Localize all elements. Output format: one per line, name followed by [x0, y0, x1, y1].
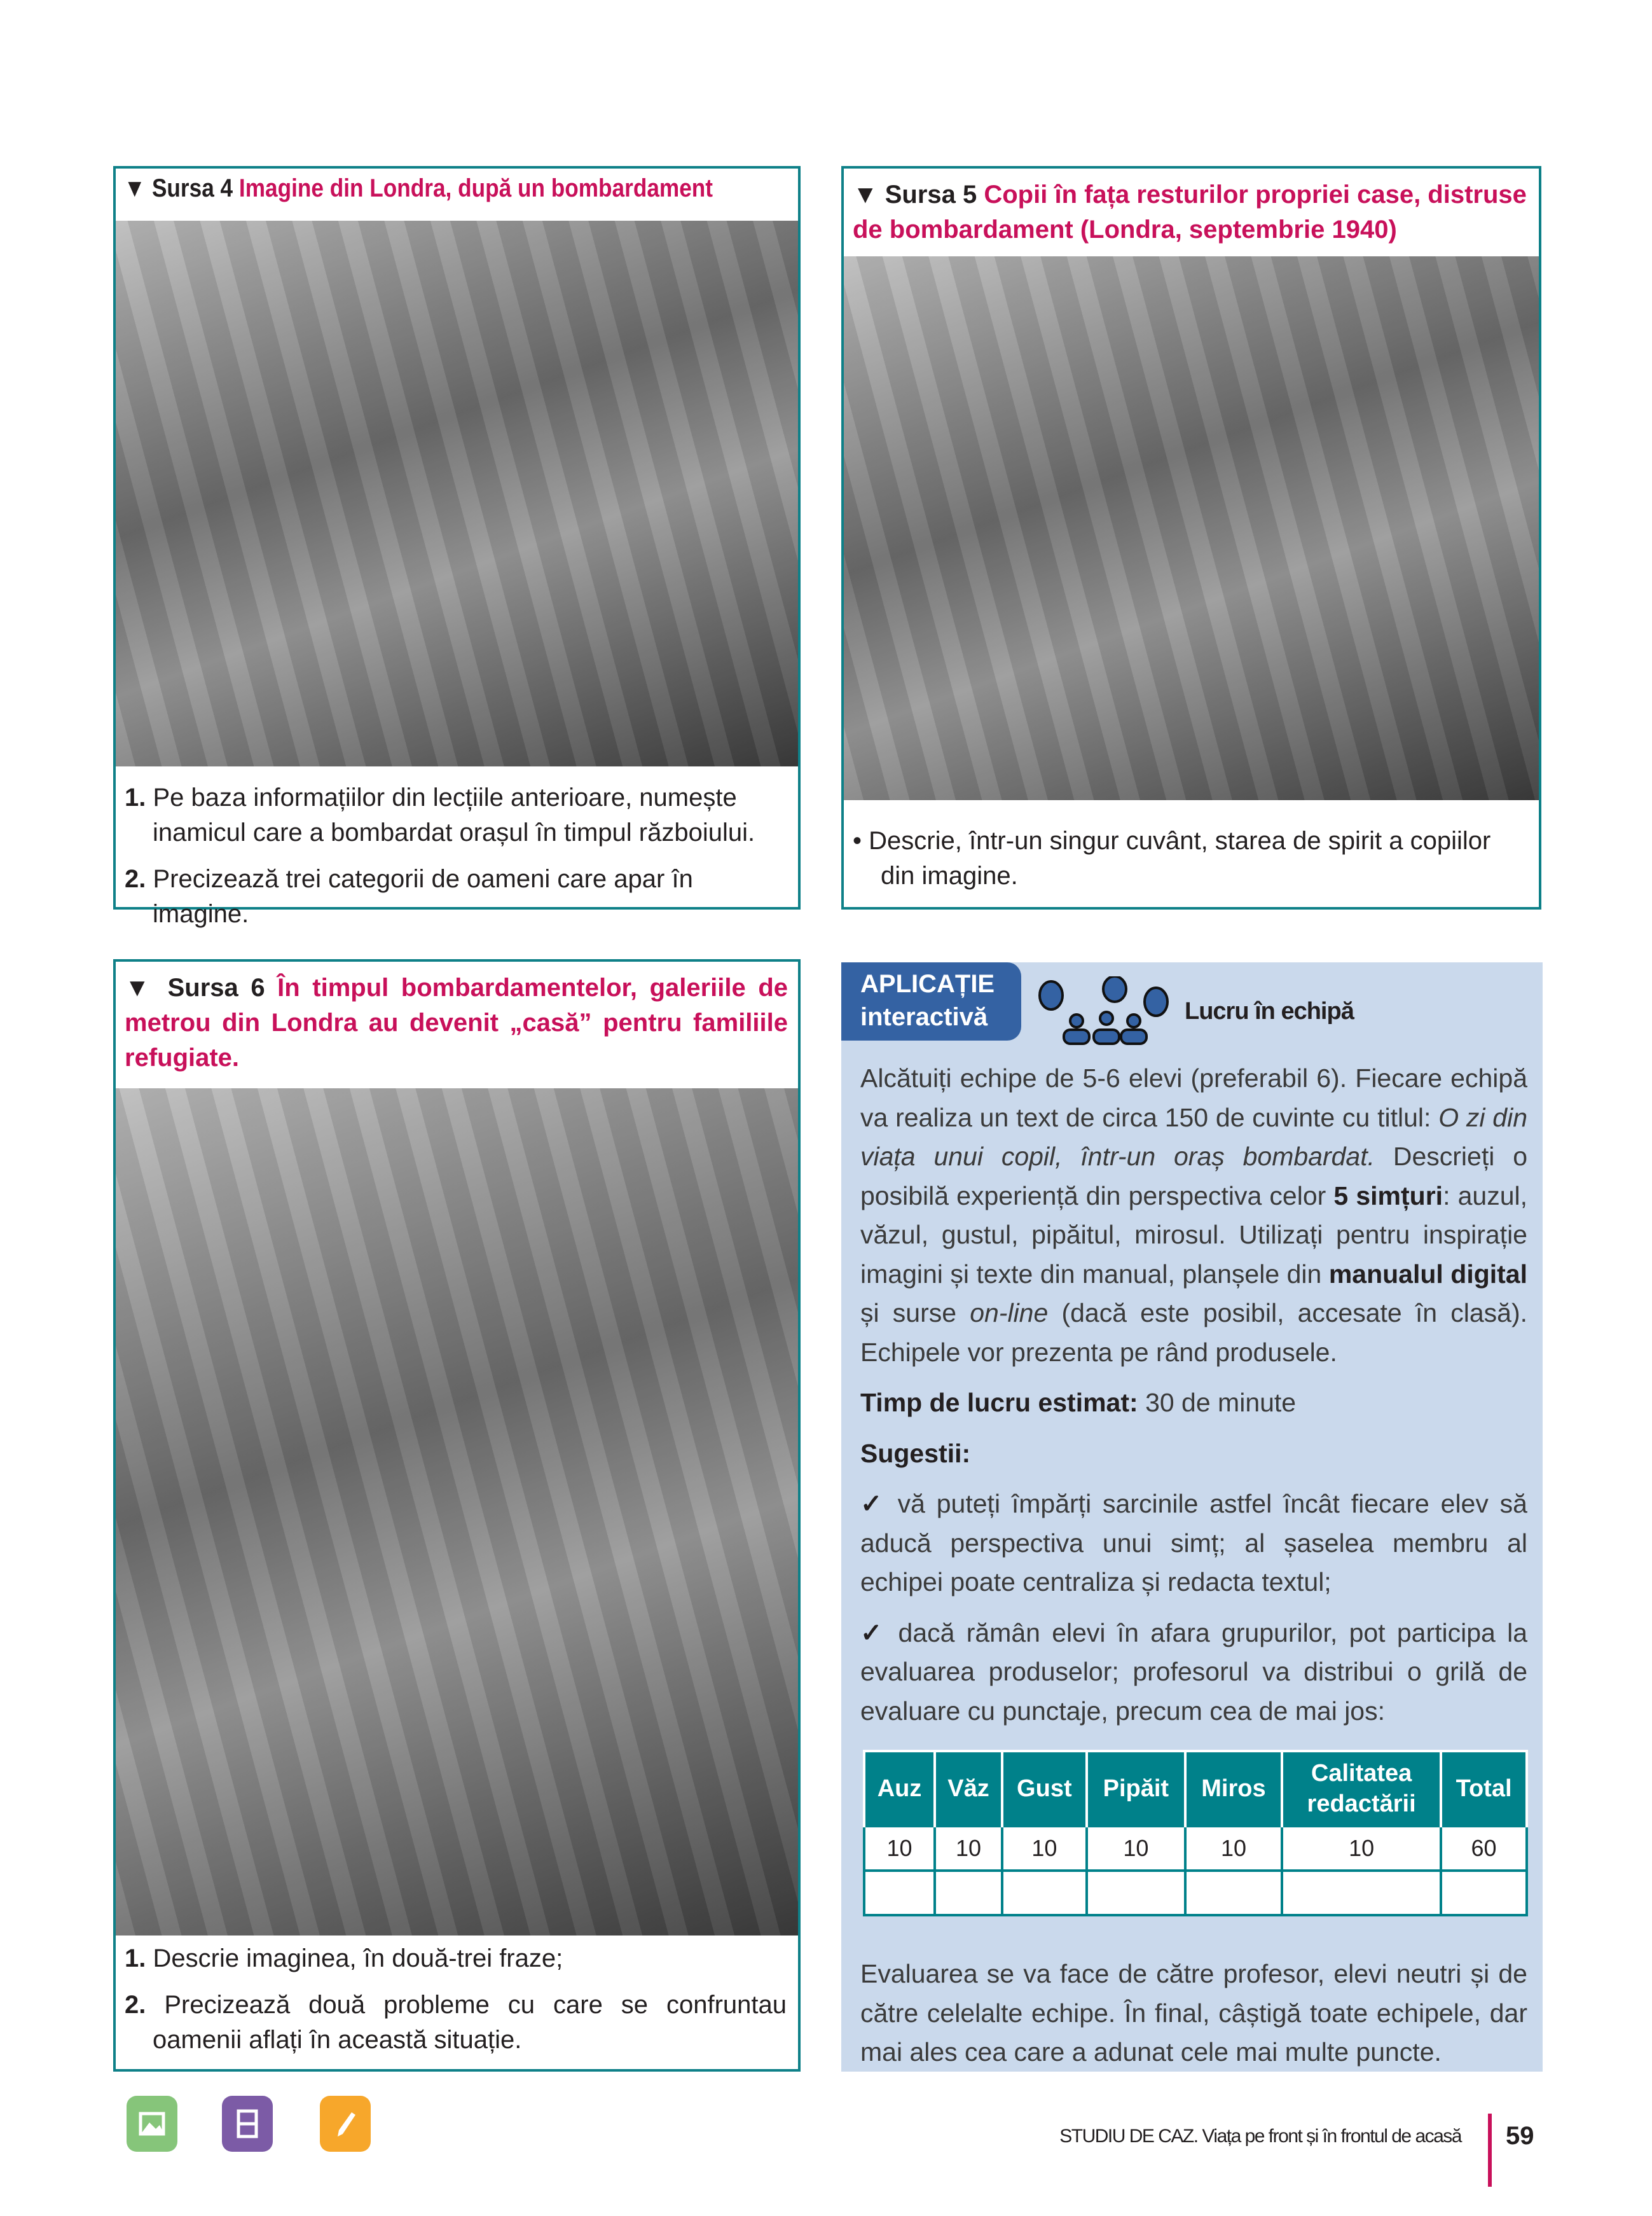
table-cell[interactable]	[935, 1871, 1002, 1915]
header-cell: Total	[1441, 1751, 1527, 1826]
underground-shelter-photo	[116, 1088, 798, 1936]
video-icon[interactable]	[222, 2096, 273, 2152]
table-cell: 10	[935, 1826, 1002, 1871]
source-6-questions	[125, 1941, 787, 2069]
task-description: Alcătuiți echipe de 5-6 elevi (preferabil 6). Fiecare echipă va realiza un text de circa 150 de cuvinte cu titlul: O zi din viața unui copil, într-un oraș bombardat. Descrieți o posibilă experiență din perspectiva celor 5 simțuri: auzul, văzul, gustul, pipăitul, mirosul. Utilizați pentru inspirație imagini și texte din manual, planșele din manualul digital și surse on-line (dacă este posibil, accesate în clasă). Echipele vor prezenta pe rând produsele.	[860, 1063, 1528, 1367]
question: 1. Pe baza informațiilor din lecțiile anterioare, numește inamicul care a bombardat orașul în timpul războiului.	[125, 784, 755, 847]
application-tag: APLICAȚIE interactivă	[841, 962, 1021, 1041]
question: 2. Precizează trei categorii de oameni care apar în imagine.	[125, 865, 693, 928]
table-cell: 60	[1441, 1826, 1527, 1871]
pencil-icon[interactable]	[320, 2096, 371, 2152]
table-header-row	[864, 1751, 1527, 1826]
image-icon[interactable]	[127, 2096, 177, 2152]
header-cell: Auz	[864, 1751, 935, 1826]
table-cell: 10	[1282, 1826, 1441, 1871]
table-row	[864, 1826, 1527, 1871]
suggestion: ✓ vă puteți împărți sarcinile astfel încât fiecare elev să aducă perspectiva unui simț; al șaselea membru al echipei poate centraliza și redacta textul;	[860, 1489, 1527, 1596]
table-cell: 10	[1002, 1826, 1087, 1871]
source-6-heading	[116, 962, 798, 1076]
source-4-heading	[116, 169, 794, 206]
source-5-box	[841, 166, 1541, 910]
evaluation-table	[863, 1750, 1528, 1916]
page-number: 59	[1506, 2122, 1534, 2150]
source-5-heading	[844, 169, 1539, 247]
question: 1. Descrie imaginea, în două-trei fraze;	[125, 1944, 563, 1972]
closing-text: Evaluarea se va face de către profesor, elevi neutri și de către celelalte echipe. În final, câștigă toate echipele, dar mai ales cea care a adunat cele mai multe puncte.	[860, 1959, 1527, 2067]
interactive-application-box	[841, 962, 1543, 2072]
source-label: ▼ Sursa 5	[853, 181, 977, 209]
header-cell: Miros	[1185, 1751, 1282, 1826]
table-cell[interactable]	[1441, 1871, 1527, 1915]
footer-chapter-title: STUDIU DE CAZ. Viața pe front și în frontul de acasă	[1059, 2126, 1461, 2147]
source-title: Copii în fața resturilor propriei case, distruse de bombardament (Londra, septembrie 1940)	[853, 181, 1527, 244]
table-row-empty	[864, 1871, 1527, 1915]
source-6-box	[113, 959, 801, 2072]
table-cell[interactable]	[1002, 1871, 1087, 1915]
question: • Descrie, într-un singur cuvânt, starea de spirit a copiilor din imagine.	[853, 827, 1491, 890]
table-cell: 10	[1087, 1826, 1185, 1871]
teamwork-icon	[1032, 976, 1178, 1046]
estimated-time: Timp de lucru estimat: 30 de minute	[860, 1388, 1297, 1417]
suggestion: ✓ dacă rămân elevi în afara grupurilor, pot participa la evaluarea produselor; profesorul va distribui o grilă de evaluare cu punctaje, precum cea de mai jos:	[860, 1617, 1527, 1726]
table-cell[interactable]	[864, 1871, 935, 1915]
source-4-questions	[125, 780, 787, 943]
table-cell[interactable]	[1282, 1871, 1441, 1915]
suggestions-label: Sugestii:	[860, 1438, 971, 1468]
source-4-box	[113, 166, 801, 928]
question: 2. Precizează două probleme cu care se confruntau oamenii aflați în această situație.	[125, 1991, 787, 2054]
table-cell[interactable]	[1087, 1871, 1185, 1915]
check-icon: ✓	[860, 1489, 886, 1518]
source-label: ▼ Sursa 6	[125, 974, 265, 1002]
header-cell: Pipăit	[1087, 1751, 1185, 1826]
source-5-question	[853, 824, 1527, 905]
table-cell: 10	[864, 1826, 935, 1871]
london-bombing-photo	[116, 221, 798, 766]
source-title: În timpul bombardamentelor, galeriile de metrou din Londra au devenit „casă” pentru familiile refugiate.	[125, 974, 788, 1072]
header-cell: Calitatea redactării	[1282, 1751, 1441, 1826]
footer-divider	[1488, 2114, 1492, 2187]
source-label: ▼ Sursa 4	[123, 174, 233, 202]
table-cell[interactable]	[1185, 1871, 1282, 1915]
source-title: Imagine din Londra, după un bombardament	[238, 174, 713, 202]
teamwork-label: Lucru în echipă	[1185, 998, 1354, 1025]
children-ruins-photo	[844, 256, 1539, 800]
header-cell: Văz	[935, 1751, 1002, 1826]
application-body	[860, 1059, 1527, 2084]
table-cell: 10	[1185, 1826, 1282, 1871]
check-icon: ✓	[860, 1617, 887, 1647]
header-cell: Gust	[1002, 1751, 1087, 1826]
